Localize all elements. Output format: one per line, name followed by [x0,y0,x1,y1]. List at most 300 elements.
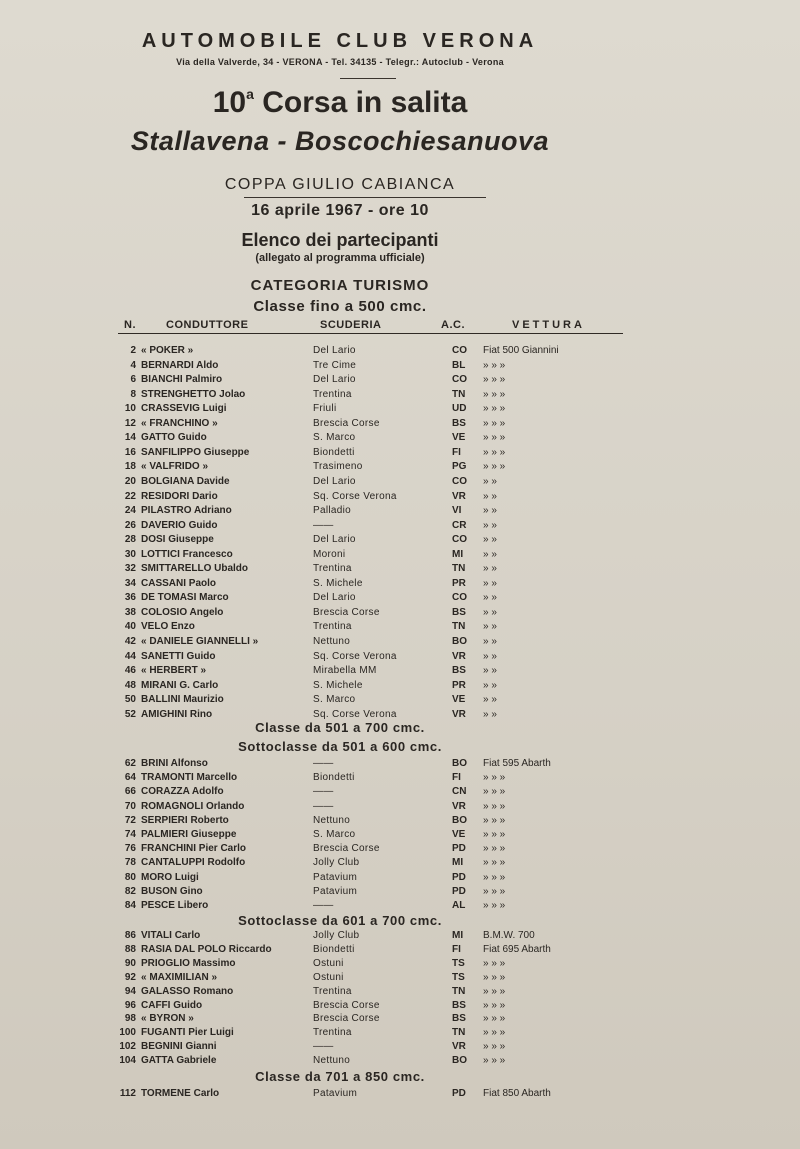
table-row [0,664,800,678]
table-row [0,800,800,814]
participant-driver: BERNARDI Aldo [141,359,219,371]
participant-team: Biondetti [313,943,355,955]
participant-team: S. Marco [313,694,356,706]
table-row [0,504,800,518]
participant-driver: GALASSO Romano [141,985,234,997]
participant-number: 72 [124,814,136,826]
cup-name: COPPA GIULIO CABIANCA [224,176,456,193]
participant-car: » » [483,475,497,487]
participant-ac: MI [452,548,464,560]
participant-team: Trentina [313,1027,352,1039]
participant-number: 100 [119,1027,136,1039]
participant-number: 4 [130,359,136,371]
section-heading: Sottoclasse da 501 a 600 cmc. [238,739,442,754]
participant-car: Fiat 695 Abarth [483,943,551,955]
participant-ac: TN [452,985,466,997]
participant-car: » » [483,694,497,706]
participant-ac: PD [452,1088,466,1099]
table-row [0,548,800,562]
participant-team: Brescia Corse [313,1013,380,1025]
col-team: SCUDERIA [320,319,382,331]
table-row [0,929,800,943]
participant-ac: BS [452,606,466,618]
participant-driver: BUSON Gino [141,885,203,897]
participant-car: » » » [483,800,506,812]
table-row [0,650,800,664]
participant-car: » » » [483,446,506,458]
participant-car: » » » [483,843,506,855]
table-row [0,871,800,885]
participant-ac: AL [452,900,466,911]
participant-ac: TN [452,563,466,575]
participant-number: 74 [124,829,136,840]
table-row [0,431,800,445]
participant-driver: LOTTICI Francesco [141,548,233,560]
table-row [0,359,800,373]
participant-driver: BALLINI Maurizio [141,694,224,706]
participant-number: 66 [124,786,136,798]
participant-team: Trentina [313,621,352,633]
participant-number: 26 [124,519,136,531]
participant-ac: CO [452,475,467,487]
participant-ac: FI [452,943,461,955]
participant-ac: CN [452,786,467,798]
participant-team: Friuli [313,403,337,415]
table-row [0,1040,800,1054]
participant-car: » » [483,650,497,662]
participant-car: » » » [483,900,506,911]
participant-ac: VE [452,432,466,444]
participant-ac: BS [452,665,466,677]
participant-driver: GATTO Guido [141,432,207,444]
table-row [0,533,800,547]
participant-ac: TN [452,1027,466,1039]
participant-driver: TORMENE Carlo [141,1088,220,1099]
participant-team: Trentina [313,985,352,997]
participant-team: —— [313,1041,334,1053]
race-number: 10 [212,86,247,119]
participant-driver: CANTALUPPI Rodolfo [141,857,246,869]
participant-ac: MI [452,857,464,869]
participant-ac: TN [452,388,466,400]
participant-driver: FRANCHINI Pier Carlo [141,843,247,855]
participant-team: Ostuni [313,971,344,983]
section-heading: Classe da 701 a 850 cmc. [255,1069,425,1084]
class-heading: Classe fino a 500 cmc. [253,298,427,315]
participant-team: Sq. Corse Verona [313,650,397,662]
table-row [0,842,800,856]
participant-car: » » [483,621,497,633]
participant-car: » » » [483,999,506,1011]
participant-car: Fiat 850 Abarth [483,1088,551,1099]
participant-number: 92 [124,971,136,983]
participant-ac: PR [452,679,466,691]
participant-ac: FI [452,446,461,458]
participant-ac: BO [452,1055,467,1067]
participant-driver: VELO Enzo [141,621,195,633]
list-subtitle: (allegato al programma ufficiale) [255,252,425,264]
participant-number: 70 [124,800,136,812]
participant-team: Del Lario [313,374,356,386]
section-heading: Classe da 501 a 700 cmc. [255,720,425,735]
participant-car: B.M.W. 700 [483,930,535,941]
table-row [0,591,800,605]
participant-driver: « BYRON » [141,1013,194,1025]
table-row [0,373,800,387]
participant-car: » » » [483,814,506,826]
participant-ac: CO [452,374,467,386]
participant-ac: MI [452,930,464,941]
participant-team: S. Marco [313,829,356,840]
participant-driver: BIANCHI Palmiro [141,374,223,386]
participant-team: —— [313,758,334,769]
participant-team: Jolly Club [313,857,360,869]
participant-number: 34 [124,577,136,589]
participant-driver: PESCE Libero [141,900,209,911]
participant-team: Del Lario [313,475,356,487]
participant-number: 84 [124,900,136,911]
participant-number: 14 [124,432,136,444]
participant-car: » » » [483,388,506,400]
participant-number: 2 [130,345,136,356]
table-row [0,899,800,913]
table-row [0,388,800,402]
participant-number: 96 [124,999,136,1011]
participant-ac: PD [452,885,466,897]
cup-underline [244,197,486,198]
participant-team: Trentina [313,563,352,575]
section-heading: Sottoclasse da 601 a 700 cmc. [238,913,442,928]
participant-car: » » » [483,1013,506,1025]
participant-team: Patavium [313,1088,358,1099]
participant-driver: SMITTARELLO Ubaldo [141,563,249,575]
table-header-rule [118,333,623,334]
participant-driver: « HERBERT » [141,665,207,677]
participant-car: » » [483,665,497,677]
participant-team: Sq. Corse Verona [313,708,397,720]
participant-driver: « POKER » [141,345,194,356]
participant-number: 104 [119,1055,136,1067]
participant-driver: BEGNINI Gianni [141,1041,217,1053]
participant-team: Jolly Club [313,930,360,941]
participant-team: Nettuno [313,814,351,826]
participant-team: Del Lario [313,592,356,604]
participant-driver: AMIGHINI Rino [141,708,213,720]
participant-team: Mirabella MM [313,665,377,677]
participant-team: S. Marco [313,432,356,444]
participant-number: 76 [124,843,136,855]
participant-team: Tre Cime [313,359,357,371]
participant-driver: COLOSIO Angelo [141,606,224,618]
race-date: 16 aprile 1967 - ore 10 [251,202,429,219]
participant-number: 22 [124,490,136,502]
race-route: Stallavena - Boscochiesanuova [130,126,550,156]
table-row [0,417,800,431]
participant-driver: RASIA DAL POLO Riccardo [141,943,272,955]
table-row [0,757,800,771]
participant-ac: TS [452,957,465,969]
participant-ac: CO [452,534,467,546]
participant-number: 12 [124,417,136,429]
participant-driver: PALMIERI Giuseppe [141,829,237,840]
participant-number: 44 [124,650,136,662]
table-row [0,828,800,842]
participant-ac: TS [452,971,465,983]
race-name: Corsa in salita [262,86,468,119]
participant-number: 20 [124,475,136,487]
participant-car: » » » [483,1027,506,1039]
table-row [0,1026,800,1040]
col-number: N. [124,319,136,331]
participant-car: » » [483,548,497,560]
participant-driver: CASSANI Paolo [141,577,217,589]
participant-team: Brescia Corse [313,417,380,429]
participant-number: 86 [124,930,136,941]
participant-driver: PILASTRO Adriano [141,505,232,517]
participant-car: » » [483,577,497,589]
participant-number: 48 [124,679,136,691]
participant-team: S. Michele [313,577,363,589]
participant-number: 98 [124,1013,136,1025]
participant-team: Palladio [313,505,351,517]
participant-number: 42 [124,636,136,647]
participant-car: » » » [483,829,506,840]
participant-car: » » » [483,985,506,997]
participant-team: Moroni [313,548,346,560]
participant-car: » » » [483,885,506,897]
participant-car: » » » [483,772,506,784]
participant-driver: SANETTI Guido [141,650,216,662]
participant-driver: CORAZZA Adolfo [141,786,224,798]
table-row [0,971,800,985]
participant-number: 46 [124,665,136,677]
participant-team: Brescia Corse [313,999,380,1011]
participant-number: 62 [124,758,136,769]
club-name: AUTOMOBILE CLUB VERONA [141,30,539,52]
participant-driver: VITALI Carlo [141,930,201,941]
participant-driver: CAFFI Guido [141,999,203,1011]
participant-ac: VR [452,650,466,662]
participant-team: Nettuno [313,1055,351,1067]
category-title: CATEGORIA TURISMO [250,277,430,294]
table-row [0,460,800,474]
participant-car: » » » [483,432,506,444]
participant-driver: BOLGIANA Davide [141,475,230,487]
participant-driver: MIRANI G. Carlo [141,679,219,691]
participant-car: » » » [483,857,506,869]
participant-ac: BS [452,417,466,429]
participant-driver: RESIDORI Dario [141,490,218,502]
participant-team: Brescia Corse [313,606,380,618]
participant-team: Biondetti [313,446,355,458]
participant-car: » » [483,534,497,546]
participant-ac: PD [452,871,466,883]
table-row [0,1012,800,1026]
race-number-suffix: a [246,86,254,102]
participant-car: » » » [483,403,506,415]
participant-car: » » [483,563,497,575]
table-row [0,679,800,693]
participant-number: 52 [124,708,136,720]
participant-car: » » » [483,786,506,798]
participant-number: 28 [124,534,136,546]
participant-car: » » [483,679,497,691]
participant-number: 30 [124,548,136,560]
participant-car: » » » [483,359,506,371]
participant-car: » » [483,708,497,720]
participant-driver: BRINI Alfonso [141,758,208,769]
participant-driver: DAVERIO Guido [141,519,218,531]
participant-ac: CO [452,345,467,356]
participant-driver: FUGANTI Pier Luigi [141,1027,234,1039]
participant-ac: BS [452,999,466,1011]
table-row [0,446,800,460]
participant-number: 94 [124,985,136,997]
participant-ac: BO [452,814,467,826]
race-title [0,86,740,120]
participant-ac: VI [452,505,462,517]
participant-driver: STRENGHETTO Jolao [141,388,246,400]
participant-ac: VR [452,1041,466,1053]
table-row [0,999,800,1013]
participant-car: » » » [483,417,506,429]
header-divider [340,78,396,79]
participant-ac: VR [452,490,466,502]
participant-driver: PRIOGLIO Massimo [141,957,236,969]
participant-number: 36 [124,592,136,604]
participant-team: Brescia Corse [313,843,380,855]
participant-number: 24 [124,505,136,517]
participant-car: » » » [483,461,506,473]
participant-car: » » » [483,871,506,883]
participant-car: » » » [483,971,506,983]
participant-number: 8 [130,388,136,400]
participant-ac: VR [452,708,466,720]
participant-number: 38 [124,606,136,618]
participant-driver: « VALFRIDO » [141,461,209,473]
participant-number: 112 [119,1088,136,1099]
table-row [0,814,800,828]
participant-team: Del Lario [313,534,356,546]
participant-number: 64 [124,772,136,784]
participant-number: 50 [124,694,136,706]
participant-car: » » » [483,374,506,386]
participant-driver: CRASSEVIG Luigi [141,403,227,415]
participant-driver: SANFILIPPO Giuseppe [141,446,250,458]
list-title: Elenco dei partecipanti [241,230,439,250]
club-address: Via della Valverde, 34 - VERONA - Tel. 34135 - Telegr.: Autoclub - Verona [176,57,504,67]
participant-number: 78 [124,857,136,869]
participant-team: Patavium [313,885,358,897]
participant-car: » » [483,490,497,502]
participant-team: —— [313,519,334,531]
participant-ac: BO [452,758,467,769]
participant-number: 102 [119,1041,136,1053]
participant-car: » » » [483,1041,506,1053]
participant-team: Biondetti [313,772,355,784]
participant-ac: VE [452,829,466,840]
table-row [0,693,800,707]
col-driver: CONDUTTORE [166,319,249,331]
table-row [0,490,800,504]
table-row [0,985,800,999]
table-row [0,635,800,649]
participant-driver: GATTA Gabriele [141,1055,217,1067]
participant-team: Nettuno [313,636,351,647]
participant-driver: DE TOMASI Marco [141,592,229,604]
participant-ac: BS [452,1013,466,1025]
table-row [0,885,800,899]
participant-car: » » [483,505,497,517]
participant-driver: « MAXIMILIAN » [141,971,218,983]
participant-ac: UD [452,403,467,415]
participant-driver: MORO Luigi [141,871,199,883]
table-row [0,620,800,634]
table-row [0,957,800,971]
table-row [0,771,800,785]
table-row [0,1087,800,1101]
participant-driver: DOSI Giuseppe [141,534,214,546]
participant-driver: « DANIELE GIANNELLI » [141,636,259,647]
participant-number: 40 [124,621,136,633]
participant-ac: BL [452,359,466,371]
participant-ac: CO [452,592,467,604]
participant-driver: SERPIERI Roberto [141,814,229,826]
participant-number: 16 [124,446,136,458]
participant-number: 6 [130,374,136,386]
participant-team: Del Lario [313,345,356,356]
participant-car: » » [483,606,497,618]
participant-ac: PG [452,461,467,473]
table-row [0,943,800,957]
col-car: VETTURA [512,319,585,331]
participant-team: —— [313,800,334,812]
participant-team: Sq. Corse Verona [313,490,397,502]
participant-car: » » » [483,957,506,969]
participant-team: Trasimeno [313,461,363,473]
participant-ac: FI [452,772,461,784]
participant-car: Fiat 595 Abarth [483,758,551,769]
participant-team: S. Michele [313,679,363,691]
col-ac: A.C. [441,319,465,331]
participant-number: 10 [124,403,136,415]
participant-car: » » » [483,1055,506,1067]
participant-car: » » [483,519,497,531]
participant-number: 90 [124,957,136,969]
table-row [0,606,800,620]
participant-number: 82 [124,885,136,897]
participant-driver: TRAMONTI Marcello [141,772,238,784]
table-row [0,519,800,533]
participant-team: Ostuni [313,957,344,969]
participant-number: 80 [124,871,136,883]
participant-team: —— [313,900,334,911]
table-row [0,344,800,358]
participant-driver: « FRANCHINO » [141,417,218,429]
table-row [0,1054,800,1068]
participant-car: Fiat 500 Giannini [483,345,559,356]
participant-team: Trentina [313,388,352,400]
participant-number: 18 [124,461,136,473]
table-row [0,475,800,489]
participant-ac: TN [452,621,466,633]
participant-driver: ROMAGNOLI Orlando [141,800,245,812]
participant-ac: PD [452,843,466,855]
participant-ac: CR [452,519,467,531]
table-row [0,402,800,416]
table-row [0,577,800,591]
participant-ac: VR [452,800,466,812]
